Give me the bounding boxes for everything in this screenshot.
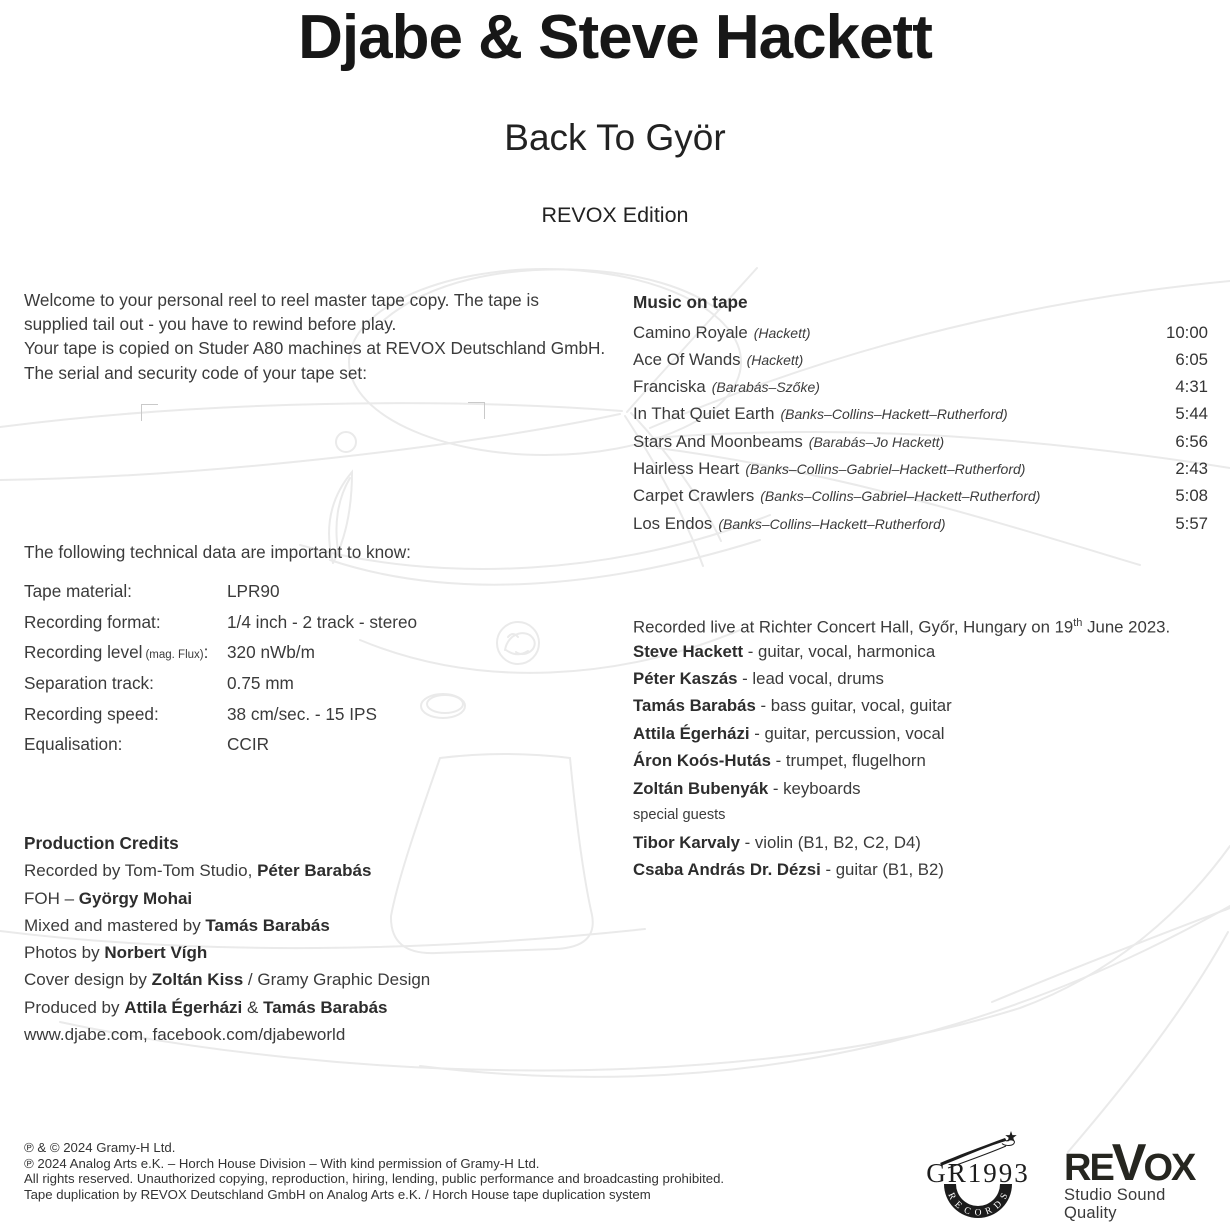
svg-text:S: S: [999, 1191, 1011, 1201]
svg-text:R: R: [984, 1205, 994, 1218]
track-title: Hairless Heart: [633, 458, 740, 478]
track-credit: (Hackett): [753, 324, 811, 341]
tech-value: LPR90: [227, 581, 280, 601]
member-row: Péter Kaszás - lead vocal, drums: [633, 668, 884, 688]
tech-label-small: (mag. Flux): [145, 649, 204, 662]
track-title: Stars And Moonbeams: [633, 431, 803, 451]
svg-text:D: D: [992, 1199, 1005, 1212]
gr1993-records-logo: [926, 1126, 1032, 1222]
serial-box-corner-right-icon: [468, 402, 485, 419]
track-title: Camino Royale: [633, 322, 748, 342]
guest-row: Tibor Karvaly - violin (B1, B2, C2, D4): [633, 832, 921, 852]
track-credit: (Barabás–Szőke): [711, 379, 820, 396]
member-row: Steve Hackett - guitar, vocal, harmonica: [633, 641, 936, 661]
track-row: [633, 373, 1208, 400]
legal-line: All rights reserved. Unauthorized copying, reproduction, hiring, lending, public performance and broadcasting prohibited.: [24, 1171, 725, 1187]
member-row: Zoltán Bubenyák - keyboards: [633, 778, 861, 798]
track-time: 6:05: [1175, 349, 1208, 369]
intro-text: [24, 288, 630, 385]
track-row: [633, 400, 1208, 427]
track-title: Los Endos: [633, 513, 713, 533]
intro-line: The serial and security code of your tape set:: [24, 362, 367, 383]
track-row: [633, 428, 1208, 455]
tech-row: [24, 668, 484, 699]
tech-label: Recording level (mag. Flux):: [24, 642, 209, 663]
recorded-live-line: Recorded live at Richter Concert Hall, Győr, Hungary on 19th June 2023.: [633, 617, 1171, 637]
credit-line: Recorded by Tom-Tom Studio, Péter Barabás: [24, 861, 372, 881]
intro-line: Your tape is copied on Studer A80 machines at REVOX Deutschland GmbH.: [24, 338, 606, 359]
special-guests-label: special guests: [633, 806, 726, 823]
lineup-section: [633, 609, 1223, 883]
credit-line: Produced by Attila Égerházi & Tamás Barabás: [24, 997, 388, 1017]
track-title: In That Quiet Earth: [633, 404, 775, 424]
edition-label: REVOX Edition: [541, 203, 689, 227]
revox-wordmark: RE V OX: [1064, 1134, 1195, 1192]
page-title: Djabe & Steve Hackett: [298, 3, 932, 72]
track-credit: (Banks–Collins–Hackett–Rutherford): [780, 406, 1008, 423]
tech-row: [24, 729, 484, 760]
member-row: Attila Égerházi - guitar, percussion, vocal: [633, 723, 945, 743]
tech-row: [24, 607, 484, 638]
gr1993-wordmark: GR1993: [926, 1158, 1030, 1188]
track-row: [633, 455, 1208, 482]
legal-line: ℗ 2024 Analog Arts e.K. – Horch House Division – With kind permission of Gramy-H Ltd.: [24, 1155, 540, 1171]
records-banner-text: [945, 1191, 1010, 1218]
track-time: 5:08: [1175, 486, 1208, 506]
track-title: Franciska: [633, 377, 706, 397]
tech-row: [24, 576, 484, 607]
tech-label: Equalisation:: [24, 734, 123, 755]
tech-label: Recording speed:: [24, 703, 159, 724]
track-row: [633, 510, 1208, 537]
tech-value: 0.75 mm: [227, 673, 294, 694]
track-row: [633, 482, 1208, 509]
tech-value: 38 cm/sec. - 15 IPS: [227, 703, 377, 724]
track-row: [633, 346, 1208, 373]
credit-line: Photos by Norbert Vígh: [24, 943, 208, 963]
intro-line: supplied tail out - you have to rewind before play.: [24, 314, 397, 335]
tech-label: Tape material:: [24, 581, 132, 601]
svg-text:R: R: [945, 1191, 958, 1202]
tech-value: 1/4 inch - 2 track - stereo: [227, 611, 418, 632]
tech-value: 320 nWb/m: [227, 642, 315, 663]
tech-row: [24, 699, 484, 730]
revox-logo: [1064, 1134, 1214, 1222]
tech-label: Recording format:: [24, 611, 161, 632]
track-time: 2:43: [1175, 458, 1208, 478]
track-title: Ace Of Wands: [633, 349, 741, 369]
svg-text:E: E: [952, 1199, 964, 1212]
legal-line: Tape duplication by REVOX Deutschland GmbH on Analog Arts e.K. / Horch House tape duplication system: [24, 1187, 651, 1203]
member-row: Áron Koós-Hutás - trumpet, flugelhorn: [633, 751, 926, 771]
legal-footer: [24, 1140, 804, 1203]
revox-tagline: Studio Sound Quality: [1064, 1186, 1166, 1222]
album-title: Back To Györ: [504, 117, 726, 158]
guest-row: Csaba András Dr. Dézsi - guitar (B1, B2): [633, 859, 944, 879]
tracklist: [633, 319, 1208, 537]
track-time: 5:44: [1175, 404, 1208, 424]
track-time: 4:31: [1175, 377, 1208, 397]
svg-text:O: O: [974, 1208, 982, 1219]
tech-row: [24, 637, 484, 668]
tracklist-heading: Music on tape: [633, 292, 748, 312]
member-row: Tamás Barabás - bass guitar, vocal, guitar: [633, 696, 952, 716]
svg-text:C: C: [962, 1205, 972, 1218]
track-credit: (Banks–Collins–Hackett–Rutherford): [718, 515, 946, 532]
track-row: [633, 319, 1208, 346]
track-time: 5:57: [1175, 513, 1208, 533]
track-title: Carpet Crawlers: [633, 486, 755, 506]
track-time: 6:56: [1175, 431, 1208, 451]
track-credit: (Banks–Collins–Gabriel–Hackett–Rutherford): [745, 460, 1026, 477]
credit-line: Mixed and mastered by Tamás Barabás: [24, 915, 330, 935]
tech-data-heading: The following technical data are important to know:: [24, 542, 411, 562]
credit-line: Cover design by Zoltán Kiss / Gramy Graphic Design: [24, 970, 431, 990]
credit-line: FOH – György Mohai: [24, 888, 193, 908]
track-time: 10:00: [1166, 322, 1208, 342]
legal-line: ℗ & © 2024 Gramy-H Ltd.: [24, 1140, 176, 1155]
production-credits: [24, 830, 630, 1048]
track-credit: (Banks–Collins–Gabriel–Hackett–Rutherford): [760, 488, 1041, 505]
tech-label: Separation track:: [24, 673, 154, 694]
serial-box-corner-left-icon: [141, 404, 158, 421]
track-credit: (Barabás–Jo Hackett): [808, 433, 945, 450]
website-line: www.djabe.com, facebook.com/djabeworld: [24, 1025, 346, 1045]
tech-value: CCIR: [227, 734, 270, 755]
track-credit: (Hackett): [746, 351, 804, 368]
intro-line: Welcome to your personal reel to reel master tape copy. The tape is: [24, 290, 539, 310]
production-credits-heading: Production Credits: [24, 833, 179, 853]
tech-data-table: [24, 576, 484, 760]
